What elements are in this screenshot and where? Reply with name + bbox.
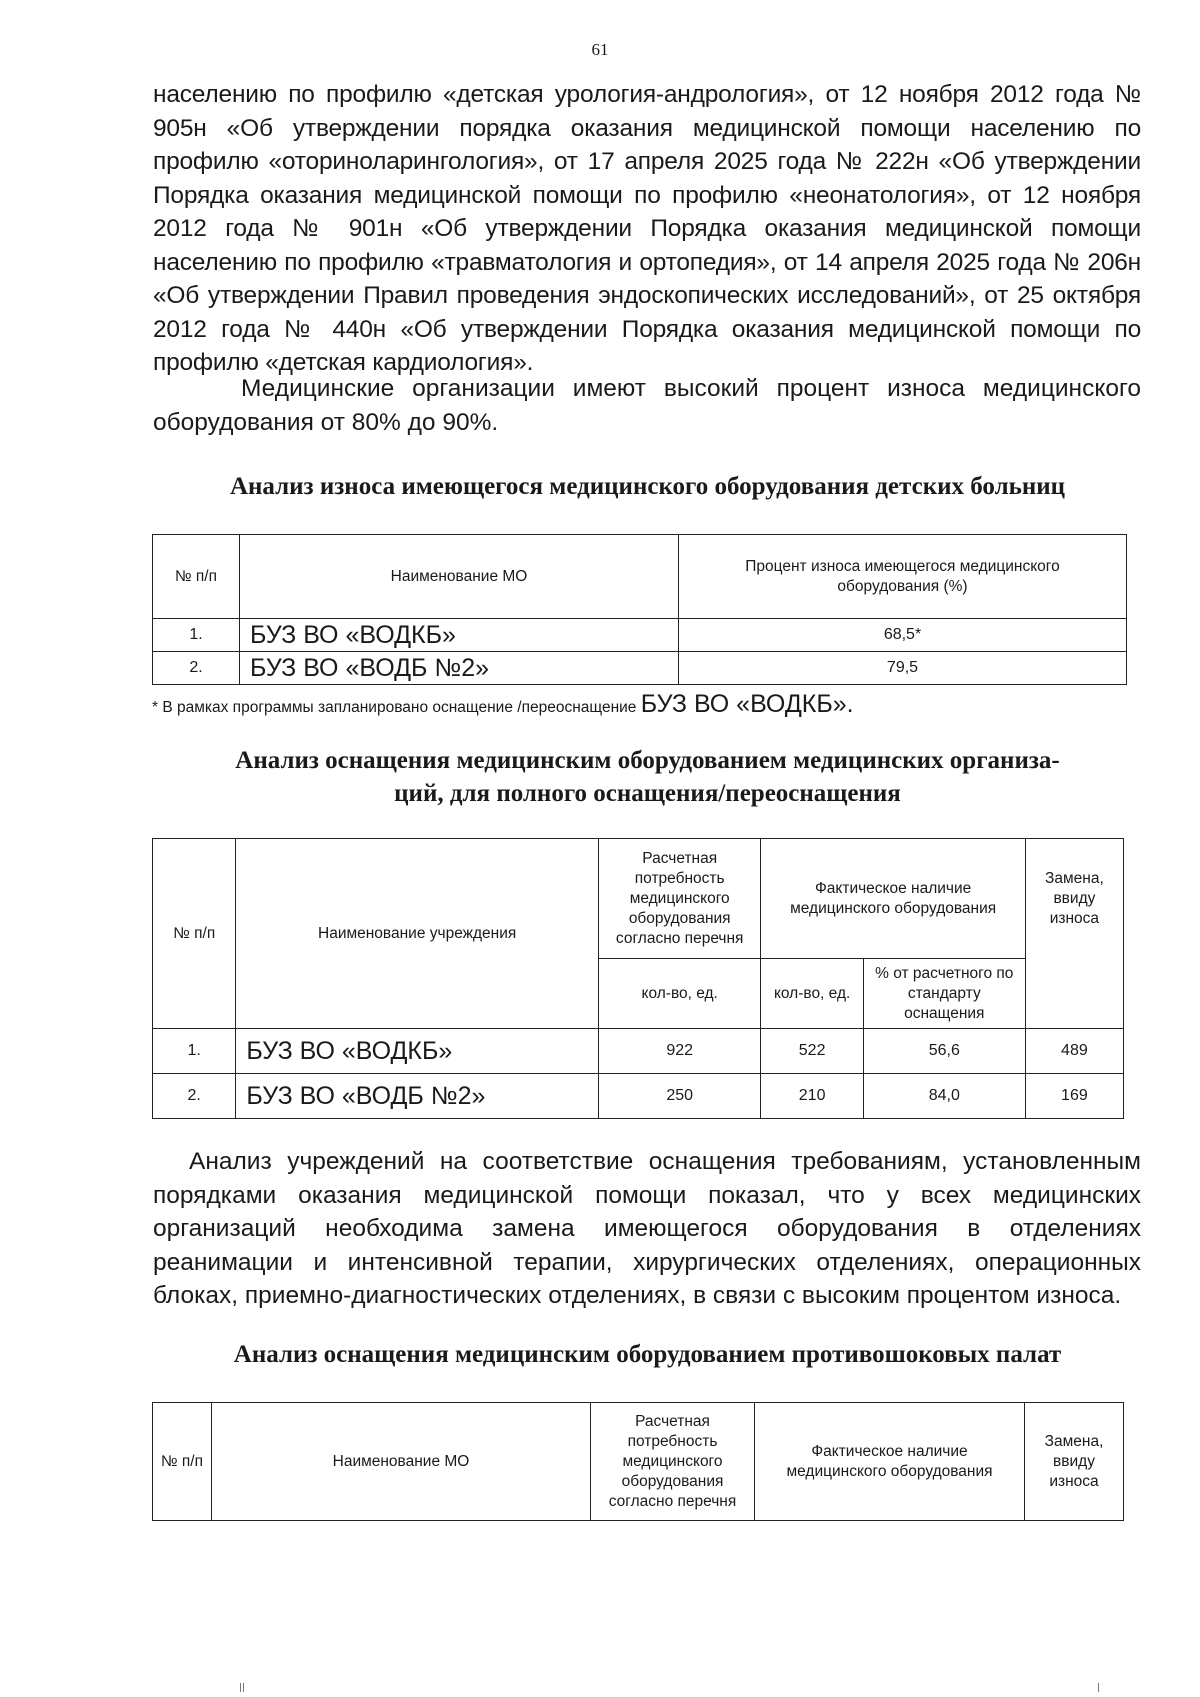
header-num: № п/п: [153, 839, 236, 1029]
table-row: [153, 652, 1127, 685]
footnote-text: * В рамках программы запланировано оснащение /переоснащение: [152, 699, 637, 716]
header-actual-pct: % от расчетного по стандарту оснащения: [863, 959, 1025, 1029]
table3-heading: Анализ оснащения медицинским оборудованием противошоковых палат: [233, 1341, 1062, 1368]
row-need: 250: [598, 1074, 761, 1119]
row-need: 922: [598, 1029, 761, 1074]
table2-heading: [150, 744, 1145, 810]
header-name: Наименование МО: [240, 535, 679, 619]
row-num: 2.: [153, 1074, 236, 1119]
footnote-org: БУЗ ВО «ВОДКБ».: [640, 690, 854, 718]
row-name: БУЗ ВО «ВОДБ №2»: [236, 1074, 599, 1119]
table-row: [153, 619, 1127, 652]
intro-paragraph: населению по профилю «детская урология-андрология», от 12 ноября 2012 года № 905н «Об утверждении порядка оказания медицинской помощи населению по профилю «оториноларингология», от 17 апреля 2025 года № 222н «Об утверждении Порядка оказания медицинской помощи по профилю «неонатология», от 12 ноября 2012 года № 901н «Об утверждении Порядка оказания медицинской помощи населению по профилю «травматология и ортопедия», от 14 апреля 2025 года № 206н «Об утверждении Правил проведения эндоскопических исследований», от 25 октября 2012 года № 440н «Об утверждении Порядка оказания медицинской помощи по профилю «детская кардиология».: [153, 81, 1141, 376]
scan-marks: [240, 1683, 1100, 1693]
row-num: 2.: [153, 652, 240, 685]
row-replace: 169: [1025, 1074, 1123, 1119]
header-replace: Замена, ввиду износа: [1025, 839, 1123, 1029]
table2-heading-line1: Анализ оснащения медицинским оборудованием медицинских организа-: [235, 747, 1060, 774]
wear-table: [152, 534, 1127, 685]
table-row: [153, 1074, 1124, 1119]
row-pct: 84,0: [863, 1074, 1025, 1119]
header-need: Расчетная потребность медицинского оборудования согласно перечня: [591, 1403, 755, 1521]
header-num: № п/п: [153, 535, 240, 619]
table1-footnote: [152, 690, 854, 719]
row-replace: 489: [1025, 1029, 1123, 1074]
header-replace: Замена, ввиду износа: [1025, 1403, 1124, 1521]
equipment-table: [152, 838, 1124, 1119]
header-name: Наименование МО: [212, 1403, 591, 1521]
wear-paragraph: Медицинские организации имеют высокий процент износа медицинского оборудования от 80% до 90%.: [153, 375, 1141, 436]
table2-heading-line2: ций, для полного оснащения/переоснащения: [394, 780, 901, 807]
page-number: 61: [591, 40, 609, 59]
header-actual: Фактическое наличие медицинского оборудования: [761, 839, 1025, 959]
header-need: Расчетная потребность медицинского оборудования согласно перечня: [598, 839, 761, 959]
row-value: 68,5*: [679, 619, 1127, 652]
table1-heading: Анализ износа имеющегося медицинского оборудования детских больниц: [229, 473, 1066, 500]
header-name: Наименование учреждения: [236, 839, 599, 1029]
antishock-table: [152, 1402, 1124, 1521]
row-actual: 522: [761, 1029, 863, 1074]
header-need-count: кол-во, ед.: [598, 959, 761, 1029]
row-name: БУЗ ВО «ВОДКБ»: [240, 619, 679, 652]
row-pct: 56,6: [863, 1029, 1025, 1074]
header-actual-count: кол-во, ед.: [761, 959, 863, 1029]
header-wear: Процент износа имеющегося медицинского оборудования (%): [679, 535, 1127, 619]
header-num: № п/п: [153, 1403, 212, 1521]
row-name: БУЗ ВО «ВОДКБ»: [236, 1029, 599, 1074]
row-num: 1.: [153, 1029, 236, 1074]
header-actual: Фактическое наличие медицинского оборудования: [755, 1403, 1025, 1521]
row-value: 79,5: [679, 652, 1127, 685]
row-name: БУЗ ВО «ВОДБ №2»: [240, 652, 679, 685]
row-actual: 210: [761, 1074, 863, 1119]
row-num: 1.: [153, 619, 240, 652]
analysis-paragraph: Анализ учреждений на соответствие оснащения требованиям, установленным порядками оказания медицинской помощи показал, что у всех медицинских организаций необходима замена имеющегося оборудования в отделениях реанимации и интенсивной терапии, хирургических отделениях, операционных блоках, приемно-диагностических отделениях, в связи с высоким процентом износа.: [153, 1148, 1141, 1309]
table-row: [153, 1029, 1124, 1074]
